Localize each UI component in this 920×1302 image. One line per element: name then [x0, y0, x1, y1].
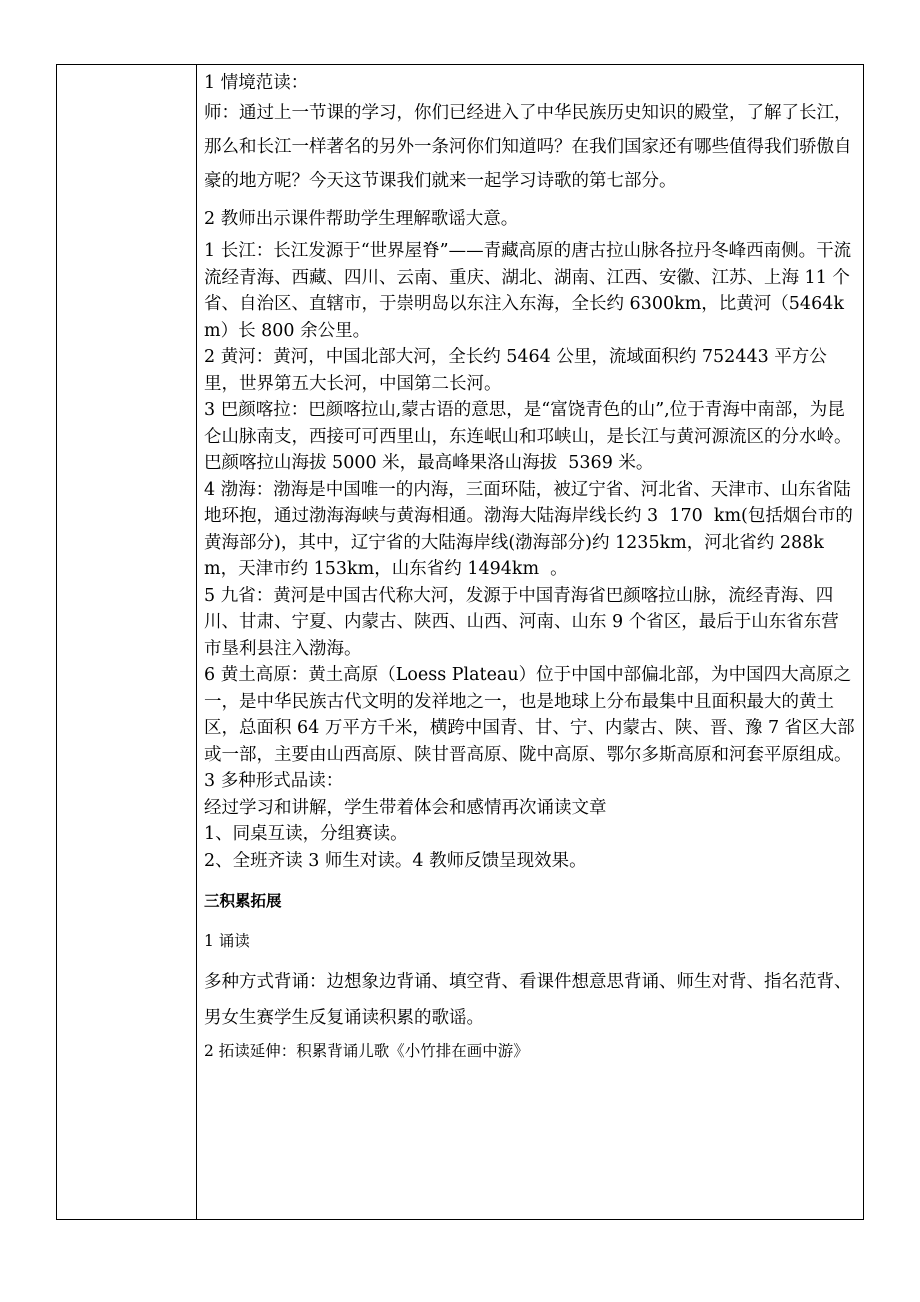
item-changjiang: 1 长江：长江发源于“世界屋脊”——青藏高原的唐古拉山脉各拉丹冬峰西南侧。干流流经青海、西藏、四川、云南、重庆、湖北、湖南、江西、安徽、江苏、上海 11 个省、自治区、直辖市，于崇明岛以东注入东海，全长约 6300km，比黄河（5464km）长 800 余公里。	[204, 241, 852, 341]
table-left-cell	[57, 65, 197, 1219]
section2-heading: 2 教师出示课件帮助学生理解歌谣大意。	[204, 209, 519, 229]
lesson-table	[56, 64, 864, 1220]
table-content-cell	[198, 65, 863, 1219]
part3-heading: 三积累拓展	[204, 891, 282, 910]
section3-line2: 2、全班齐读 3 师生对读。4 教师反馈呈现效果。	[204, 850, 587, 871]
item-loess-plateau: 6 黄土高原：黄土高原（Loess Plateau）位于中国中部偏北部，为中国四大高原之一，是中华民族古代文明的发祥地之一，也是地球上分布最集中且面积最大的黄土区，总面积 64 万平方千米，横跨中国青、甘、宁、内蒙古、陕、晋、豫 7 省区大部或一部，主要由山西高原、陕甘晋高原、陇中高原、鄂尔多斯高原和河套平原组成。	[204, 665, 855, 765]
part3-recite-text: 多种方式背诵：边想象边背诵、填空背、看课件想意思背诵、师生对背、指名范背、男女生赛学生反复诵读积累的歌谣。	[204, 972, 852, 1028]
section3-heading: 3 多种形式品读：	[204, 771, 344, 791]
item-jiusheng: 5 九省：黄河是中国古代称大河，发源于中国青海省巴颜喀拉山脉，流经青海、四川、甘肃、宁夏、内蒙古、陕西、山西、河南、山东 9 个省区，最后于山东省东营市垦利县注入渤海。	[204, 585, 839, 659]
section1-heading: 1 情境范读：	[204, 73, 309, 93]
teacher-intro-paragraph: 师：通过上一节课的学习，你们已经进入了中华民族历史知识的殿堂，了解了长江，那么和长江一样著名的另外一条河你们知道吗？在我们国家还有哪些值得我们骄傲自豪的地方呢？今天这节课我们就来一起学习诗歌的第七部分。	[204, 103, 852, 191]
item-huanghe: 2 黄河：黄河，中国北部大河，全长约 5464 公里，流域面积约 752443 平方公里，世界第五大长河，中国第二长河。	[204, 347, 827, 394]
item-bohai: 4 渤海：渤海是中国唯一的内海，三面环陆，被辽宁省、河北省、天津市、山东省陆地环抱，通过渤海海峡与黄海相通。渤海大陆海岸线长约 3 170 km(包括烟台市的黄海部分)，其中，辽宁省的大陆海岸线(渤海部分)约 1235km，河北省约 288km，天津市约 153km，山东省约 1494km 。	[204, 479, 853, 579]
section3-line1: 1、同桌互读，分组赛读。	[204, 824, 408, 844]
part3-recite-heading: 1 诵读	[204, 932, 250, 950]
part3-extension: 2 拓读延伸：积累背诵儿歌《小竹排在画中游》	[204, 1042, 529, 1060]
item-bayankala: 3 巴颜喀拉：巴颜喀拉山,蒙古语的意思，是“富饶青色的山”,位于青海中南部，为昆仑山脉南支，西接可可西里山，东连岷山和邛峡山，是长江与黄河源流区的分水岭。巴颜喀拉山海拔 5000 米，最高峰果洛山海拔 5369 米。	[204, 400, 852, 473]
section3-intro: 经过学习和讲解，学生带着体会和感情再次诵读文章	[204, 797, 607, 818]
